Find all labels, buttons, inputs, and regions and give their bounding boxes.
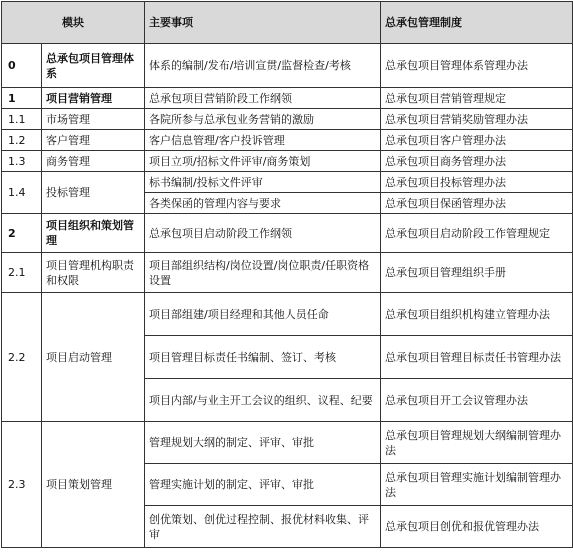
system-cell: 总承包项目保函管理办法 (381, 193, 573, 214)
module-cell: 投标管理 (42, 172, 145, 214)
matter-cell: 创优策划、创优过程控制、报优材料收集、评审 (145, 506, 381, 548)
system-cell: 总承包项目客户管理办法 (381, 130, 573, 151)
module-cell: 客户管理 (42, 130, 145, 151)
header-row (2, 2, 573, 44)
table-row (2, 253, 573, 293)
matter-cell: 项目部组建/项目经理和其他人员任命 (145, 293, 381, 336)
matter-cell: 各类保函的管理内容与要求 (145, 193, 381, 214)
table-row (2, 422, 573, 464)
row-number: 1.4 (2, 172, 42, 214)
system-cell: 总承包项目营销管理规定 (381, 88, 573, 109)
row-number: 0 (2, 44, 42, 88)
table-row (2, 172, 573, 193)
module-cell: 项目组织和策划管理 (42, 214, 145, 253)
table-row (2, 88, 573, 109)
matter-cell: 各院所参与总承包业务营销的激励 (145, 109, 381, 130)
matter-cell: 项目内部/与业主开工会议的组织、议程、纪要 (145, 379, 381, 422)
matter-cell: 标书编制/投标文件评审 (145, 172, 381, 193)
system-cell: 总承包项目管理规划大纲编制管理办法 (381, 422, 573, 464)
module-cell: 项目管理机构职责和权限 (42, 253, 145, 293)
row-number: 2.2 (2, 293, 42, 422)
system-cell: 总承包项目创优和报优管理办法 (381, 506, 573, 548)
system-cell: 总承包项目商务管理办法 (381, 151, 573, 172)
matter-cell: 体系的编制/发布/培训宣贯/监督检查/考核 (145, 44, 381, 88)
system-cell: 总承包项目管理实施计划编制管理办法 (381, 464, 573, 506)
row-number: 2.3 (2, 422, 42, 548)
matter-cell: 项目部组织结构/岗位设置/岗位职责/任职资格设置 (145, 253, 381, 293)
header-matters: 主要事项 (145, 2, 381, 44)
system-cell: 总承包项目管理体系管理办法 (381, 44, 573, 88)
matter-cell: 总承包项目启动阶段工作纲领 (145, 214, 381, 253)
table-row (2, 109, 573, 130)
matter-cell: 管理规划大纲的制定、评审、审批 (145, 422, 381, 464)
module-cell: 项目营销管理 (42, 88, 145, 109)
matter-cell: 总承包项目营销阶段工作纲领 (145, 88, 381, 109)
system-cell: 总承包项目管理目标责任书管理办法 (381, 336, 573, 379)
header-system: 总承包管理制度 (381, 2, 573, 44)
row-number: 1.3 (2, 151, 42, 172)
table-row (2, 293, 573, 336)
matter-cell: 项目立项/招标文件评审/商务策划 (145, 151, 381, 172)
module-cell: 项目启动管理 (42, 293, 145, 422)
module-cell: 市场管理 (42, 109, 145, 130)
system-cell: 总承包项目开工会议管理办法 (381, 379, 573, 422)
module-cell: 总承包项目管理体系 (42, 44, 145, 88)
table-row (2, 151, 573, 172)
row-number: 1.2 (2, 130, 42, 151)
row-number: 2.1 (2, 253, 42, 293)
table-row (2, 130, 573, 151)
row-number: 2 (2, 214, 42, 253)
system-cell: 总承包项目营销奖励管理办法 (381, 109, 573, 130)
matter-cell: 管理实施计划的制定、评审、审批 (145, 464, 381, 506)
system-cell: 总承包项目组织机构建立管理办法 (381, 293, 573, 336)
row-number: 1.1 (2, 109, 42, 130)
header-module: 模块 (2, 2, 145, 44)
management-table (1, 1, 573, 548)
table-row (2, 44, 573, 88)
system-cell: 总承包项目管理组织手册 (381, 253, 573, 293)
row-number: 1 (2, 88, 42, 109)
module-cell: 项目策划管理 (42, 422, 145, 548)
system-cell: 总承包项目启动阶段工作管理规定 (381, 214, 573, 253)
matter-cell: 项目管理目标责任书编制、签订、考核 (145, 336, 381, 379)
matter-cell: 客户信息管理/客户投诉管理 (145, 130, 381, 151)
module-cell: 商务管理 (42, 151, 145, 172)
system-cell: 总承包项目投标管理办法 (381, 172, 573, 193)
table-row (2, 214, 573, 253)
